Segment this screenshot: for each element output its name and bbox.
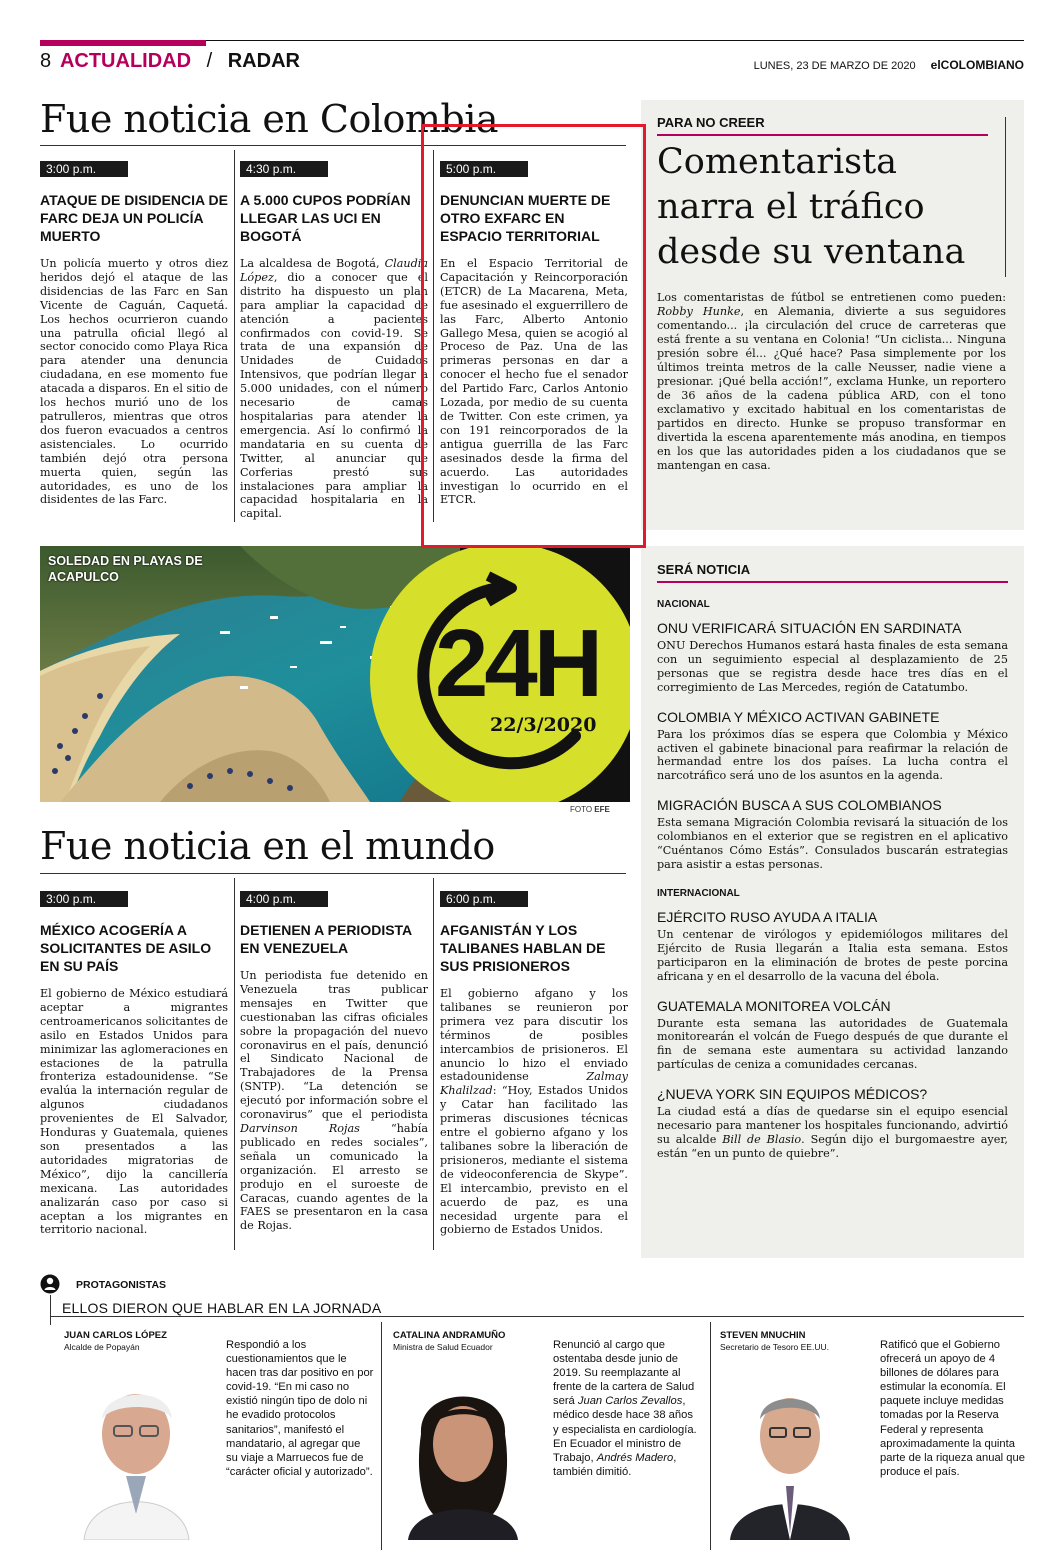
mundo-story-1 bbox=[40, 888, 228, 1237]
sera-item bbox=[657, 797, 1008, 872]
protagonist-text-3: Ratificó que el Gobierno ofrecerá un apoyo de 4 billones de dólares para estimular la economía. El paquete incluye medidas tomadas por la Reserva Federal y representa aproximadamente la quinta parte de la riqueza anual que produce el país. bbox=[880, 1339, 1025, 1478]
column-rule bbox=[234, 878, 235, 1250]
protagonist-text-name: Juan Carlos Zevallos bbox=[577, 1395, 683, 1408]
page-number: 8 bbox=[40, 50, 52, 72]
colombia-story-3 bbox=[440, 158, 628, 507]
story-headline: MÉXICO ACOGERÍA A SOLICITANTES DE ASILO EN SU PAÍS bbox=[40, 922, 212, 974]
panel-kicker: PARA NO CREER bbox=[657, 115, 765, 130]
protagonist-role: Secretario de Tesoro EE.UU. bbox=[720, 1342, 829, 1352]
story-body-text: Un periodista fue detenido en Venezuela tras publicar mensajes en Twitter que cuestionaban las cifras oficiales sobre la propagación del nuevo coronavirus en el país, denunció el Sindicato Nacional de Trabajadores de la Prensa (SNTP). “La detención se ejecutó por información sobre el coronavirus” que el periodista bbox=[240, 969, 428, 1122]
protagonist-text-part: , médico desde hace 38 años y especialista en cardiología. En Ecuador el ministro de Trabajo, bbox=[553, 1395, 697, 1464]
story-body-name: Zalmay Khalilzad bbox=[440, 1070, 628, 1098]
credit-agency: EFE bbox=[594, 805, 610, 814]
portrait-icon bbox=[393, 1364, 533, 1540]
sera-item-headline: EJÉRCITO RUSO AYUDA A ITALIA bbox=[657, 908, 878, 925]
panel-body-text: , en Alemania, divierte a sus seguidores comentando... ¡la circulación del cruce de carreteras que está frente a su ventana en Colonia! “Un ciclista... Ninguna presión sobre él... ¿Qué hace? Pasa simplemente por los últimos treinta metros de la calle Neusser, nadie viene a presionar. ¡Qué bella acción!”, exclama Hunke, un reportero de 36 años de la cadena pública ARD, con el tono exclamativo y excitado habitual en los comentaristas de partidos en directo. Hunke se propuso transformar en divertida la escena aparentemente más anodina, en tiempos en los que las autoridades piden a los ciudadanos que se mantengan en casa. bbox=[657, 305, 1006, 472]
photo-credit bbox=[570, 805, 610, 814]
protagonist-card-2 bbox=[393, 1330, 505, 1352]
sera-item-body bbox=[657, 1105, 1008, 1161]
photo-caption: SOLEDAD EN PLAYAS DE ACAPULCO bbox=[48, 554, 203, 584]
group-label-internacional: INTERNACIONAL bbox=[657, 887, 740, 899]
sera-item-body: Un centenar de virólogos y epidemiólogos militares del Ejército de Rusia llegarán a Italia esta semana. Estos participaron en la eliminación de brotes de peste porcina africana y en el desarrollo de la vacuna del ébola. bbox=[657, 927, 1008, 983]
protagonist-card-3 bbox=[720, 1330, 829, 1352]
section-name: ACTUALIDAD bbox=[59, 50, 192, 72]
story-body: Un policía muerto y otros diez heridos dejó el ataque de las disidencias de las Farc en San Vicente de Caguán, Caquetá. Los hechos ocurrieron cuando una patrulla oficial llegó al sector conocido como Playa Rica para atender una denuncia ciudadana, en ese momento fue atacada a disparos. En el sitio de los hechos murió uno de los patrulleros, mientras que otros dos fueron evacuados a centros asistenciales. Lo ocurrido también dejó otra persona muerta quien, según las autoridades, es uno de los disidentes de las Farc. bbox=[40, 257, 228, 507]
sera-noticia-panel bbox=[641, 546, 1024, 1258]
logo-date: 22/3/2020 bbox=[490, 714, 597, 736]
story-headline: DETIENEN A PERIODISTA EN VENEZUELA bbox=[240, 922, 412, 956]
sera-item-body: ONU Derechos Humanos estará hasta finales de esta semana con un seguimiento especial al desplazamiento de 25 personas que se registra desde hace tres días en el corregimiento de Las Mercedes, región de Catatumbo. bbox=[657, 639, 1008, 694]
story-time-badge: 4:30 p.m. bbox=[240, 161, 328, 177]
protagonist-name: JUAN CARLOS LÓPEZ bbox=[64, 1330, 167, 1341]
group-label-nacional: NACIONAL bbox=[657, 599, 710, 610]
protagonist-role: Alcalde de Popayán bbox=[64, 1342, 140, 1352]
protagonist-text-part: , también dimitió. bbox=[553, 1451, 677, 1478]
sera-item-headline: COLOMBIA Y MÉXICO ACTIVAN GABINETE bbox=[657, 708, 940, 725]
credit-prefix: FOTO bbox=[570, 805, 595, 814]
mundo-story-2 bbox=[240, 888, 428, 1233]
kicker-rule bbox=[657, 581, 1008, 583]
logo-24h-text: 24H bbox=[435, 610, 600, 717]
brand-name: COLOMBIANO bbox=[940, 58, 1024, 72]
sera-body-name: Bill de Blasio bbox=[722, 1132, 802, 1146]
panel-side-rule bbox=[1005, 117, 1006, 277]
protagonistas-rule bbox=[50, 1316, 1024, 1317]
sera-item-headline: MIGRACIÓN BUSCA A SUS COLOMBIANOS bbox=[657, 797, 942, 814]
colombia-story-1 bbox=[40, 158, 228, 507]
story-body-text: : “Hoy, Estados Unidos y Catar han facilitado las primeras discusiones técnicas entre el gobierno afgano y los talibanes sobre la liberación de prisioneros, mediante el sistema de videoconferencia de Skype”. El intercambio, previsto en el acuerdo de paz, es una necesidad urgente para el gobierno de Estados Unidos. bbox=[440, 1084, 628, 1237]
story-body bbox=[440, 987, 628, 1237]
sera-item-body: Esta semana Migración Colombia revisará la situación de los colombianos en el exterior que se registren en el aplicativo “Cuéntanos Cómo Estás”. Consulados buscarán estrategias para asistir a estas personas. bbox=[657, 816, 1008, 871]
newspaper-logo bbox=[931, 58, 1024, 72]
protagonist-text-name: Andrés Madero bbox=[596, 1451, 674, 1464]
sera-item-body: Durante esta semana las autoridades de Guatemala monitorearán el volcán de Fuego después de que durante el fin de semana este aumentara su actividad lanzando partículas de ceniza a comunidades cercanas. bbox=[657, 1016, 1008, 1072]
mundo-section-title: Fue noticia en el mundo bbox=[40, 824, 495, 868]
story-headline: DENUNCIAN MUERTE DE OTRO EXFARC EN ESPACIO TERRITORIAL bbox=[440, 192, 611, 244]
sera-body-text: La ciudad está a días de quedarse sin el equipo esencial necesario para mantener los hospitales funcionando, advirtió su alcalde bbox=[657, 1105, 1008, 1146]
subsection-name: RADAR bbox=[227, 50, 300, 72]
masthead-right bbox=[754, 58, 1024, 72]
colombia-story-2 bbox=[240, 158, 428, 521]
para-no-creer-panel bbox=[641, 100, 1024, 530]
protagonist-text-1: Respondió a los cuestionamientos que le hacen tras dar positivo en por covid-19. “En mi caso no existió ningún tipo de dolo ni he evadido protocolos sanitarios”, manifestó el mandatario, al agregar que su viaje a Marruecos fue de “carácter oficial y autorizado”. bbox=[226, 1339, 374, 1478]
panel-body bbox=[657, 291, 1006, 473]
story-time-badge: 3:00 p.m. bbox=[40, 891, 128, 907]
section-header bbox=[40, 50, 300, 73]
colombia-rule bbox=[40, 145, 626, 146]
column-rule bbox=[433, 150, 434, 522]
story-time-badge: 5:00 p.m. bbox=[440, 161, 528, 177]
story-body-text: “había publicado en redes sociales”, señala un comunicado la organización. El arresto se produjo en el suroeste de Caracas, cuando agentes de la FAES se presentaron en la casa de Rojas. bbox=[240, 1121, 428, 1233]
protagonist-photo-1 bbox=[64, 1364, 204, 1540]
portrait-icon bbox=[64, 1364, 204, 1540]
story-body-text: , dio a conocer que el distrito ha dispuesto un plan para ampliar la capacidad de atención a pacientes confirmados con covid-19. Se trata de una expansión de Unidades de Cuidados Intensivos, que podrían llegar a 5.000 unidades, con el número necesario de camas hospitalarias para atender la emergencia. Así lo confirmó la mandataria en su cuenta de Twitter, al anunciar que Corferias prestó sus instalaciones para ampliar la capacidad hospitalaria en la capital. bbox=[240, 270, 428, 521]
panel-body-text: Los comentaristas de fútbol se entretienen como pueden: bbox=[657, 291, 1006, 304]
protagonist-photo-2 bbox=[393, 1364, 533, 1540]
colombia-section-title: Fue noticia en Colombia bbox=[40, 97, 499, 141]
panel-title: Comentarista narra el tráfico desde su ventana bbox=[657, 142, 966, 272]
sera-item bbox=[657, 709, 1008, 784]
mundo-story-3 bbox=[440, 888, 628, 1237]
header-accent-bar bbox=[40, 40, 206, 46]
story-time-badge: 6:00 p.m. bbox=[440, 891, 528, 907]
column-rule bbox=[234, 150, 235, 522]
sera-item bbox=[657, 998, 1008, 1073]
kicker-rule bbox=[657, 134, 988, 136]
story-headline: ATAQUE DE DISIDENCIA DE FARC DEJA UN POLICÍA MUERTO bbox=[40, 192, 228, 244]
sera-item-body: Para los próximos días se espera que Colombia y México activen el gabinete binacional para reafirmar la relación de hermandad entre los dos países. La lucha contra el narcotráfico será uno de los asuntos en la agenda. bbox=[657, 727, 1008, 783]
panel-body-name: Robby Hunke bbox=[657, 305, 741, 318]
protagonistas-label: PROTAGONISTAS bbox=[76, 1279, 167, 1291]
sera-item bbox=[657, 620, 1008, 695]
sera-item-headline: ONU VERIFICARÁ SITUACIÓN EN SARDINATA bbox=[657, 620, 962, 636]
sera-item-headline: ¿NUEVA YORK SIN EQUIPOS MÉDICOS? bbox=[657, 1086, 928, 1103]
column-rule bbox=[381, 1322, 382, 1550]
portrait-icon bbox=[720, 1364, 860, 1540]
story-body bbox=[240, 257, 428, 521]
story-body-text: El gobierno afgano y los talibanes se reunieron por primera vez para discutir los términos de posibles intercambios de prisioneros. El anuncio lo hizo el enviado estadounidense bbox=[440, 987, 628, 1084]
protagonistas-subtitle: ELLOS DIERON QUE HABLAR EN LA JORNADA bbox=[62, 1300, 382, 1316]
story-headline: AFGANISTÁN Y LOS TALIBANES HABLAN DE SUS PRISIONEROS bbox=[440, 922, 606, 974]
sera-item bbox=[657, 909, 1008, 984]
story-time-badge: 3:00 p.m. bbox=[40, 161, 128, 177]
brand-prefix: el bbox=[930, 58, 941, 72]
protagonist-text-part: Renunció al cargo que ostentaba desde junio de 2019. Su reemplazante al frente de la cartera de Salud será bbox=[553, 1339, 695, 1408]
section-separator: / bbox=[206, 50, 213, 72]
story-body: En el Espacio Territorial de Capacitación y Reincorporación (ETCR) de La Macarena, Meta, fue asesinado el exguerrillero de las Farc, Alberto Antonio Gallego Mesa, quien se acogió al Proceso de Paz. Una de las primeras personas en dar a conocer el hecho fue el senador del Partido Farc, Carlos Antonio Lozada, por medio de su cuenta de Twitter. Con este crimen, ya con 191 reincorporados de la antigua guerrilla de las Farc asesinados desde la firma del acuerdo. Las autoridades investigan lo ocurrido en el ETCR. bbox=[440, 257, 628, 507]
person-icon bbox=[40, 1274, 60, 1294]
story-time-badge: 4:00 p.m. bbox=[240, 891, 328, 907]
story-body-name: Darvinson Rojas bbox=[240, 1121, 360, 1135]
protagonistas-rule-vertical bbox=[50, 1295, 51, 1325]
protagonist-text-2 bbox=[553, 1338, 701, 1479]
story-headline: A 5.000 CUPOS PODRÍAN LLEGAR LAS UCI EN BOGOTÁ bbox=[240, 192, 411, 244]
column-rule bbox=[433, 878, 434, 1250]
story-body bbox=[240, 969, 428, 1233]
protagonist-photo-3 bbox=[720, 1364, 860, 1540]
protagonist-card-1 bbox=[64, 1330, 167, 1352]
protagonist-role: Ministra de Salud Ecuador bbox=[393, 1342, 493, 1352]
story-body-text: La alcaldesa de Bogotá, bbox=[240, 257, 385, 270]
publication-date: LUNES, 23 DE MARZO DE 2020 bbox=[753, 60, 916, 72]
story-body: El gobierno de México estudiará aceptar a migrantes centroamericanos solicitantes de asilo en Estados Unidos para minimizar las aglomeraciones en estaciones de la patrulla fronteriza estadounidense. “Se evalúa la internación regular de algunos ciudadanos provenientes de El Salvador, Honduras y Guatemala, quienes son presentados a las autoridades migratorias de México”, dijo la cancillería mexicana. Las autoridades analizarán caso por caso si aceptan a los migrantes en territorio nacional. bbox=[40, 987, 228, 1237]
sera-item bbox=[657, 1086, 1008, 1161]
column-rule bbox=[710, 1322, 711, 1550]
protagonist-name: CATALINA ANDRAMUÑO bbox=[393, 1330, 506, 1341]
sera-body-text: . Según dijo el burgomaestre ayer, están “en un punto de quiebre”. bbox=[657, 1132, 1008, 1160]
story-body-name: Claudia López bbox=[240, 257, 428, 284]
protagonist-name: STEVEN MNUCHIN bbox=[720, 1330, 806, 1341]
mundo-rule bbox=[40, 873, 626, 874]
panel-kicker: SERÁ NOTICIA bbox=[657, 562, 751, 577]
sera-item-headline: GUATEMALA MONITOREA VOLCÁN bbox=[657, 997, 891, 1014]
